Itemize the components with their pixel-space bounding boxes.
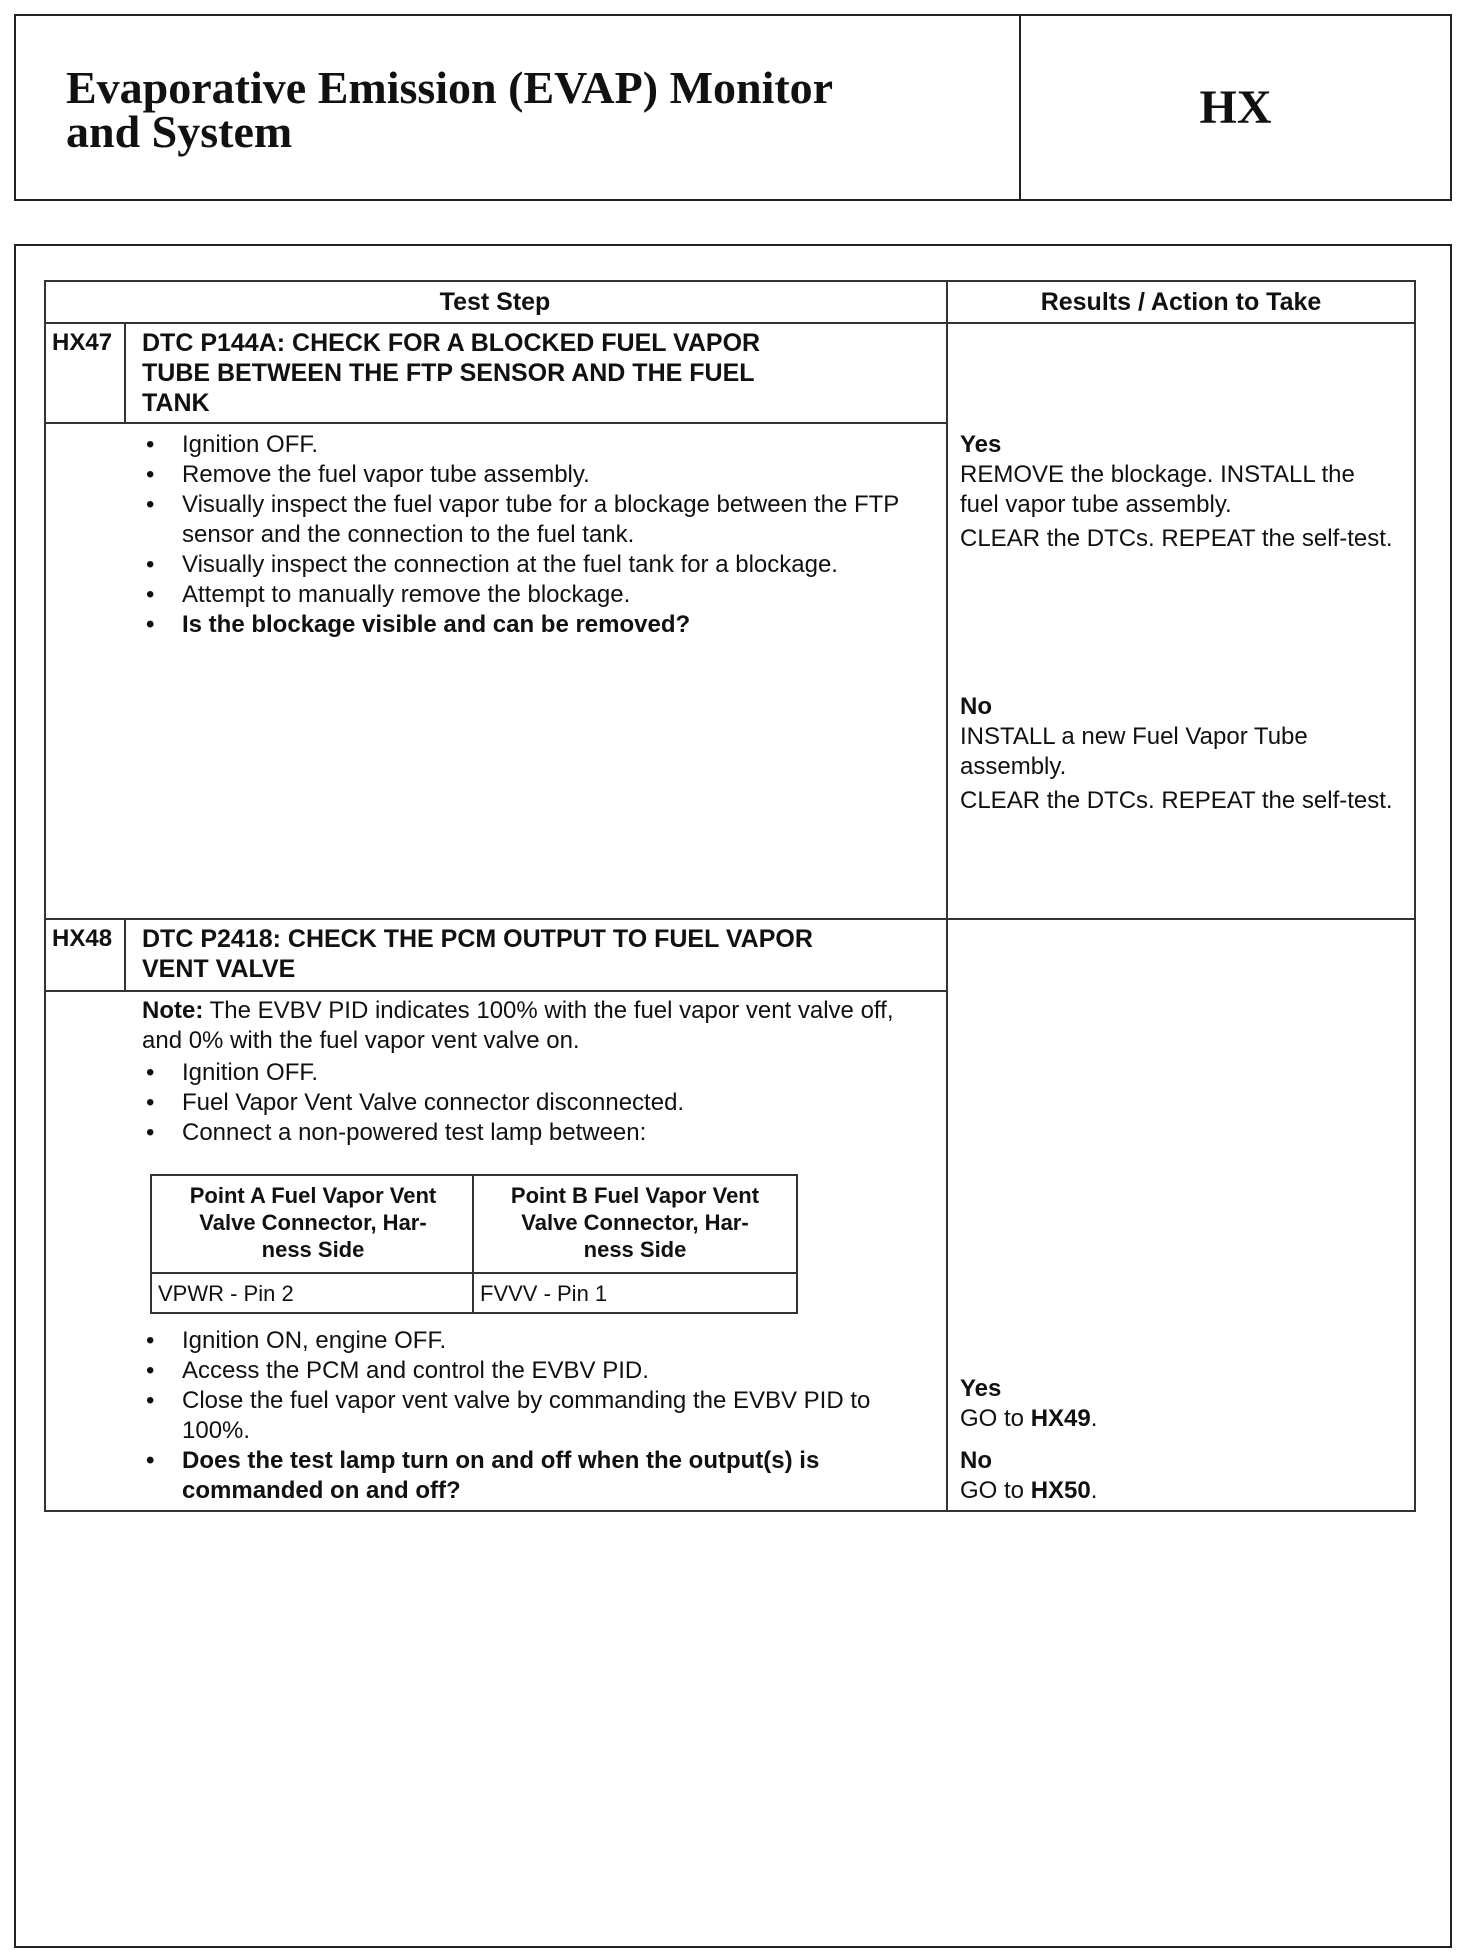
subtable-header-line: Valve Connector, Har- bbox=[199, 1210, 427, 1235]
table-border-top bbox=[44, 280, 1416, 282]
step-id-hx48: HX48 bbox=[52, 925, 113, 952]
section-code: HX bbox=[1199, 81, 1272, 134]
table-border-left bbox=[44, 280, 46, 1512]
hx47-title-divider bbox=[44, 422, 948, 424]
procedure-question: • Is the blockage visible and can be removed? bbox=[142, 610, 932, 640]
subtable-header-divider bbox=[152, 1272, 796, 1274]
procedure-bullet: • Fuel Vapor Vent Valve connector disconnected. bbox=[142, 1088, 932, 1118]
goto-step-link[interactable]: HX49 bbox=[1030, 1405, 1091, 1432]
page-title bbox=[66, 62, 1006, 157]
hx47-result-no bbox=[960, 692, 1400, 816]
hx48-id-divider bbox=[124, 918, 126, 990]
note-label: Note: bbox=[142, 997, 204, 1024]
subtable-cell-point-b: FVVV - Pin 1 bbox=[480, 1281, 608, 1306]
subtable-header-line: Valve Connector, Har- bbox=[521, 1210, 749, 1235]
column-header-test-step: Test Step bbox=[439, 288, 551, 316]
procedure-bullet: • Access the PCM and control the EVBV PID. bbox=[142, 1356, 932, 1386]
result-yes-action: CLEAR the DTCs. REPEAT the self-test. bbox=[960, 525, 1393, 552]
subtable-header-line: ness Side bbox=[261, 1237, 365, 1262]
step-title-line: TANK bbox=[142, 389, 210, 417]
subtable-cell-point-a: VPWR - Pin 2 bbox=[158, 1281, 294, 1306]
procedure-bullet: • Close the fuel vapor vent valve by commanding the EVBV PID to 100%. bbox=[142, 1386, 932, 1446]
note-text: The EVBV PID indicates 100% with the fuel vapor vent valve off, and 0% with the fuel vapor vent valve on. bbox=[142, 997, 894, 1054]
test-step-table bbox=[44, 280, 1416, 1512]
step-separator bbox=[44, 918, 1416, 920]
goto-step-link[interactable]: HX50 bbox=[1030, 1477, 1091, 1504]
column-divider bbox=[946, 280, 948, 1512]
step-title-line: DTC P2418: CHECK THE PCM OUTPUT TO FUEL VAPOR bbox=[142, 925, 813, 953]
procedure-bullet: • Ignition OFF. bbox=[142, 1058, 932, 1088]
column-header-results: Results / Action to Take bbox=[1040, 288, 1322, 316]
subtable-header-point-a bbox=[156, 1182, 470, 1263]
step-title-line: VENT VALVE bbox=[142, 955, 296, 983]
goto-text: GO to bbox=[960, 1405, 1031, 1432]
result-yes-label: Yes bbox=[960, 1375, 1002, 1402]
title-line-1: Evaporative Emission (EVAP) Monitor bbox=[66, 62, 834, 113]
title-line-2: and System bbox=[66, 106, 293, 157]
procedure-bullet: • Ignition ON, engine OFF. bbox=[142, 1326, 932, 1356]
result-yes-action: REMOVE the blockage. INSTALL the fuel vapor tube assembly. bbox=[960, 461, 1355, 518]
hx48-title-divider bbox=[44, 990, 948, 992]
result-yes-label: Yes bbox=[960, 431, 1002, 458]
result-no-label: No bbox=[960, 693, 992, 720]
result-no-action: GO to HX50. bbox=[960, 1477, 1098, 1504]
header-row-divider bbox=[44, 322, 1416, 324]
result-no-label: No bbox=[960, 1447, 992, 1474]
hx48-procedure-after bbox=[142, 1326, 932, 1506]
result-yes-action: GO to HX49. bbox=[960, 1405, 1098, 1432]
table-border-right bbox=[1414, 280, 1416, 1512]
hx47-result-yes bbox=[960, 430, 1400, 554]
hx47-id-divider bbox=[124, 322, 126, 422]
subtable-header-line: ness Side bbox=[583, 1237, 687, 1262]
hx47-procedure bbox=[142, 430, 932, 640]
procedure-bullet: • Remove the fuel vapor tube assembly. bbox=[142, 460, 932, 490]
step-title-hx47 bbox=[142, 328, 932, 418]
hx48-note bbox=[142, 996, 932, 1056]
table-border-bottom bbox=[44, 1510, 1416, 1512]
step-title-line: TUBE BETWEEN THE FTP SENSOR AND THE FUEL bbox=[142, 359, 755, 387]
hx48-procedure-before bbox=[142, 1058, 932, 1148]
subtable-header-point-b bbox=[476, 1182, 794, 1263]
procedure-question: • Does the test lamp turn on and off when the output(s) is commanded on and off? bbox=[142, 1446, 932, 1506]
procedure-bullet: • Visually inspect the connection at the fuel tank for a blockage. bbox=[142, 550, 932, 580]
result-no-action: INSTALL a new Fuel Vapor Tube assembly. bbox=[960, 723, 1308, 780]
test-points-table bbox=[150, 1174, 798, 1314]
page-header bbox=[14, 14, 1452, 201]
procedure-bullet: • Visually inspect the fuel vapor tube for a blockage between the FTP sensor and the connection to the fuel tank. bbox=[142, 490, 932, 550]
procedure-bullet: • Attempt to manually remove the blockage. bbox=[142, 580, 932, 610]
hx48-result-yes bbox=[960, 1374, 1400, 1434]
result-no-action: CLEAR the DTCs. REPEAT the self-test. bbox=[960, 787, 1393, 814]
step-title-line: DTC P144A: CHECK FOR A BLOCKED FUEL VAPOR bbox=[142, 329, 761, 357]
subtable-header-line: Point A Fuel Vapor Vent bbox=[189, 1183, 437, 1208]
step-title-hx48 bbox=[142, 924, 932, 984]
subtable-column-divider bbox=[472, 1176, 474, 1312]
subtable-header-line: Point B Fuel Vapor Vent bbox=[510, 1183, 760, 1208]
goto-text: GO to bbox=[960, 1477, 1031, 1504]
procedure-bullet: • Connect a non-powered test lamp between: bbox=[142, 1118, 932, 1148]
procedure-bullet: • Ignition OFF. bbox=[142, 430, 932, 460]
step-id-hx47: HX47 bbox=[52, 329, 113, 356]
hx48-result-no bbox=[960, 1446, 1400, 1506]
